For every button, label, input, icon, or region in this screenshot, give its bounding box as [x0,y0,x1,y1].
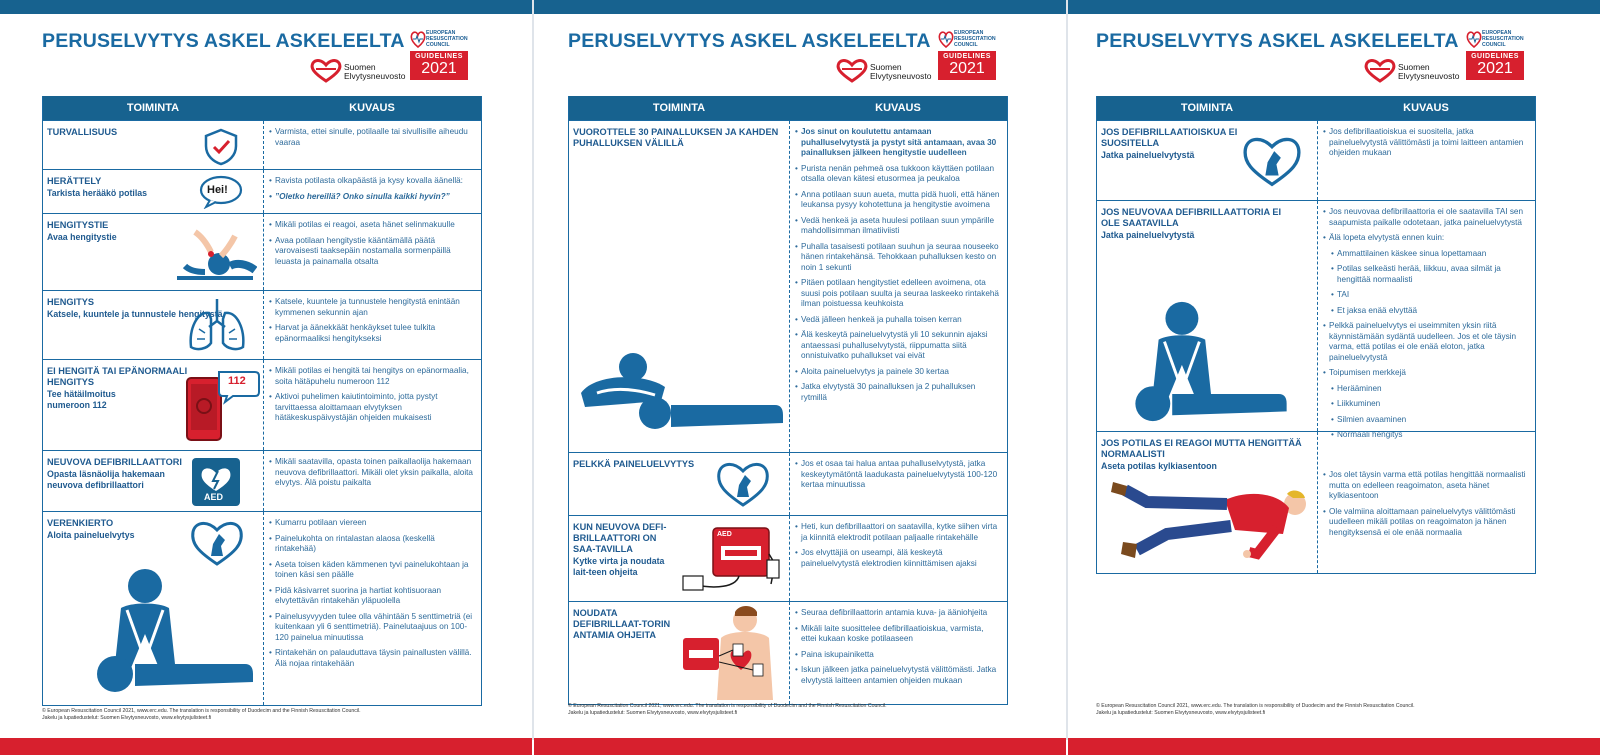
table-row [43,120,481,169]
bullet: • Kumarru potilaan viereen [270,518,475,529]
bullet: • Avaa potilaan hengitystie kääntämällä päätä varovaisesti taaksepäin nostamalla sormenpäillä leuasta ja painamalla otsalta [270,236,475,268]
sub-bullet: • TAI [1332,290,1529,301]
bullet: • Mikäli potilas ei hengitä tai hengitys on epänormaalia, soita hätäpuhelu numeroon 112 [270,366,475,387]
bullet-quote: • ”Oletko hereillä? Onko sinulla kaikki hyvin?” [270,192,475,203]
table-header [1097,96,1535,120]
elvytysneuvosto-text: Elvytysneuvosto [344,71,406,81]
row-subtitle: Jatka paineluelvytystä [1101,230,1195,240]
recovery-position-icon [1107,482,1313,566]
bullet: • Aktivoi puhelimen kaiutintoiminto, jotta pystyt tarvittaessa aloittamaan elvytyksen hätäkeskuspäivystäjän ohjeiden mukaisesti [270,392,475,424]
suomen-text: Suomen [1398,62,1430,72]
row-title: VERENKIERTO [47,518,114,528]
phone-112-icon [183,368,261,444]
shield-check-icon [201,128,241,166]
cpr-compression-icon [95,564,255,696]
bubble-text: Hei! [207,184,228,196]
erc-guidelines-logo [938,29,996,80]
table-row [43,169,481,213]
bubble-112-text: 112 [228,375,246,387]
bullet: • Älä lopeta elvytystä ennen kuin: [1324,233,1529,244]
erc-guidelines-logo [1466,29,1524,80]
steps-table [42,96,482,706]
bullet: • Mikäli potilas ei reagoi, aseta hänet selinmakuulle [270,220,475,231]
bullet: • Jos sinut on koulutettu antamaan puhalluselvytystä ja pystyt sitä antamaan, avaa 30 painalluksen jälkeen hengitystie uudelleen [796,127,1001,159]
bullet: • Jos olet täysin varma että potilas hengittää normaalisti mutta on edelleen reagoimaton, aseta hänet kylkiasentoon [1324,470,1529,502]
bullet: • Jos neuvovaa defibrillaattoria ei ole saatavilla TAI sen saapumista paikalle odotetaan, jatka paineluelvytystä [1324,207,1529,228]
table-row [1097,431,1535,573]
poster-page-2 [534,0,1066,755]
bullet: • Seuraa defibrillaattorin antamia kuva- ja ääniohjeita [796,608,1001,619]
bullet: • Anna potilaan suun aueta, mutta pidä huoli, että hänen leukansa pysyy kohotettuna ja hengitystie avoimena [796,190,1001,211]
rescue-breath-icon [575,351,785,435]
row-subtitle: Avaa hengitystie [47,232,117,242]
erc-heart-icon [410,29,426,49]
bullet: • Jos et osaa tai halua antaa puhalluselvytystä, jatka keskeytymätöntä laadukasta paineluelvytystä 100-120 kertaa minuutissa [796,459,1001,491]
erc-guidelines-logo [410,29,468,80]
header-action: TOIMINTA [126,102,180,114]
table-row [1097,200,1535,439]
page-title: PERUSELVYTYS ASKEL ASKELEELTA [1096,30,1459,52]
row-subtitle: Aloita paineluelvytys [47,530,135,540]
table-row [1097,120,1535,200]
bullet: • Harvat ja äänekkäät henkäykset tulee tulkita epänormaaliksi hengitykseksi [270,323,475,344]
sub-bullet: • Et jaksa enää elvyttää [1332,306,1529,317]
aed-label: AED [717,531,732,538]
row-subtitle: Opasta läsnäolija hakemaan neuvova defibrillaattori [47,469,165,490]
row-title: PELKKÄ PAINELUELVYTYS [573,459,695,469]
bullet: • Pitäen potilaan hengitystiet edelleen avoimena, ota suusi pois potilaan suulta ja seuraa laskeeko rintakehä ilman poistuessa keuhkoista [796,278,1001,310]
suomen-text: Suomen [344,62,376,72]
bullet: • Puhalla tasaisesti potilaan suuhun ja seuraa nouseeko hänen rintakehänsä. Tehokkaan puhalluksen kesto on noin 1 sekunti [796,242,1001,274]
header-action: TOIMINTA [1180,102,1234,114]
bullet: • Purista nenän pehmeä osa tukkoon käyttäen potilaan otsalla olevan kätesi etusormea ja peukaloa [796,164,1001,185]
bottom-bar [1068,738,1600,755]
bullet: • Vedä jälleen henkeä ja puhalla toisen kerran [796,315,1001,326]
heart-logo-icon [836,59,868,83]
row-title: NOUDATA DEFIBRILLAAT-TORIN ANTAMIA OHJEITA [573,608,671,640]
bullet: • Toipumisen merkkejä [1324,368,1529,379]
bullet: • Varmista, ettei sinulle, potilaalle tai sivullisille aiheudu vaaraa [270,127,475,148]
row-title: HENGITYS [47,297,94,307]
steps-table [568,96,1008,705]
bullet: • Paina iskupainiketta [796,650,1001,661]
guidelines-badge: GUIDELINES 2021 [1466,51,1524,80]
suomen-elvytysneuvosto-logo [1364,57,1460,85]
patient-pads-icon [679,604,785,702]
footer-text: © European Resuscitation Council 2021, www.erc.edu. The translation is responsibility of Duodecim and the Finnish Resuscitation Council. Jakelu ja lupatiedustelut: Suomen Elvytysneuvosto, www.elvytysjulisteet.fi [568,703,887,716]
row-title: JOS NEUVOVAA DEFIBRILLAATTORIA EI OLE SAATAVILLA [1101,207,1282,228]
sub-bullet: • Liikkuminen [1332,399,1529,410]
table-row [569,515,1007,601]
bottom-bar [534,738,1066,755]
bullet: • Aseta toisen käden kämmenen tyvi painelukohtaan ja toinen käsi sen päälle [270,560,475,581]
elvytysneuvosto-text: Elvytysneuvosto [870,71,932,81]
bottom-bar [0,738,532,755]
sub-bullet: • Herääminen [1332,384,1529,395]
header-action: TOIMINTA [652,102,706,114]
erc-heart-icon [1466,29,1482,49]
bullet: • Heti, kun defibrillaattori on saatavilla, kytke siihen virta ja kiinnitä elektrodit potilaan paljaalle rintakehälle [796,522,1001,543]
row-title: NEUVOVA DEFIBRILLAATTORI [47,457,182,467]
bullet: • Rintakehän on palauduttava täysin painallusten välillä. Älä nojaa rintakehään [270,648,475,669]
bullet: • Mikäli laite suosittelee defibrillaatioiskua, varmista, ettei kukaan koske potilaaseen [796,624,1001,645]
suomen-elvytysneuvosto-logo [836,57,932,85]
row-title: HENGITYSTIE [47,220,109,230]
header-description: KUVAUS [875,102,921,114]
page-title: PERUSELVYTYS ASKEL ASKELEELTA [568,30,931,52]
poster-page-3 [1068,0,1600,755]
elvytysneuvosto-text: Elvytysneuvosto [1398,71,1460,81]
bullet: • Jos defibrillaatioiskua ei suositella, jatka paineluelvytystä välittömästi ja toimi laitteen antamien ohjeiden mukaan [1324,127,1529,159]
bullet: • Painelusyvyyden tulee olla vähintään 5 senttimetriä (ei kuitenkaan yli 6 senttimetriä). Painelutaajuus on 100-120 painelua minuutissa [270,612,475,644]
table-row [43,359,481,450]
sub-bullet: • Normaali hengitys [1332,430,1529,441]
sub-bullet: • Silmien avaaminen [1332,415,1529,426]
cpr-compression-icon [1123,297,1299,425]
row-title: JOS DEFIBRILLAATIOISKUA EI SUOSITELLA [1101,127,1238,148]
bullet: • Vedä henkeä ja aseta huulesi potilaan suun ympärille mahdollisimman ilmatiiviisti [796,216,1001,237]
bullet: • Mikäli saatavilla, opasta toinen paikallaolija hakemaan neuvova defibrillaattori. Mikäli olet yksin paikalla, aloita elvytys. Älä poistu paikalta [270,457,475,489]
row-subtitle: Tee hätäilmoitus numeroon 112 [47,389,116,410]
heart-logo-icon [310,59,342,83]
bullet: • Pelkkä paineluelvytys ei useimmiten yksin riitä käynnistämään sydäntä uudelleen. Jos et ole täysin varma, että potilas ei ole enää eloton, jatka paineluelvytystä [1324,321,1529,363]
sub-bullet: • Potilas selkeästi herää, liikkuu, avaa silmät ja hengittää normaalisti [1332,264,1529,285]
row-title: EI HENGITÄ TAI EPÄNORMAALI HENGITYS [47,366,188,387]
bullet: • Ole valmiina aloittamaan paineluelvytys välittömästi uudelleen mikäli potilas on reagoimaton ja hänen hengityksensä ei ole enää normaalia [1324,507,1529,539]
footer-text: © European Resuscitation Council 2021, www.erc.edu. The translation is responsibility of Duodecim and the Finnish Resuscitation Council. Jakelu ja lupatiedustelut: Suomen Elvytysneuvosto, www.elvytysjulisteet.fi [42,708,361,721]
row-subtitle: Aseta potilas kylkiasentoon [1101,461,1217,471]
row-title: HERÄTTELY [47,176,102,186]
airway-open-icon [175,222,257,286]
guidelines-badge: GUIDELINES 2021 [410,51,468,80]
aed-label: AED [204,492,224,502]
header-description: KUVAUS [349,102,395,114]
table-row [43,213,481,290]
erc-name: EUROPEAN RESUSCITATION COUNCIL [954,30,996,48]
bullet: • Katsele, kuuntele ja tunnustele hengitystä enintään kymmenen sekunnin ajan [270,297,475,318]
heart-hands-icon [715,457,771,509]
bullet: • Pidä käsivarret suorina ja hartiat kohtisuoraan elvytettävän rintakehän yläpuolella [270,586,475,607]
table-row [569,601,1007,704]
heart-hands-icon [1241,131,1303,189]
row-title: KUN NEUVOVA DEFI-BRILLAATTORI ON SAA-TAVILLA [573,522,667,554]
erc-heart-icon [938,29,954,49]
guidelines-badge: GUIDELINES 2021 [938,51,996,80]
footer-text: © European Resuscitation Council 2021, www.erc.edu. The translation is responsibility of Duodecim and the Finnish Resuscitation Council. Jakelu ja lupatiedustelut: Suomen Elvytysneuvosto, www.elvytysjulisteet.fi [1096,703,1415,716]
steps-table [1096,96,1536,574]
row-title: TURVALLISUUS [47,127,118,137]
poster-page-1 [0,0,532,755]
bullet: • Älä keskeytä paineluelvytystä yli 10 sekunnin ajaksi antaessasi puhalluselvytystä, riippumatta siitä onnistuivatko puhallukset vai eivät [796,330,1001,362]
table-row [43,290,481,359]
bullet: • Ravista potilasta olkapäästä ja kysy kovalla äänellä: [270,176,475,187]
row-title: JOS POTILAS EI REAGOI MUTTA HENGITTÄÄ NORMAALISTI [1101,438,1302,459]
table-row [43,450,481,511]
table-header [569,96,1007,120]
suomen-elvytysneuvosto-logo [310,57,406,85]
suomen-text: Suomen [870,62,902,72]
row-subtitle: Jatka paineluelvytystä [1101,150,1195,160]
sub-bullet: • Ammattilainen käskee sinua lopettamaan [1332,249,1529,260]
top-bar [534,0,1066,14]
table-row [569,120,1007,452]
heart-logo-icon [1364,59,1396,83]
top-bar [0,0,532,14]
erc-name: EUROPEAN RESUSCITATION COUNCIL [426,30,468,48]
bullet: • Aloita paineluelvytys ja painele 30 kertaa [796,367,1001,378]
bullet: • Iskun jälkeen jatka paineluelvytystä välittömästi. Jatka elvytystä laitteen antamien ohjeiden mukaan [796,665,1001,686]
top-bar [1068,0,1600,14]
row-subtitle: Katsele, kuuntele ja tunnustele hengitystä [47,309,223,319]
header-description: KUVAUS [1403,102,1449,114]
table-row [569,452,1007,515]
bullet: • Painelukohta on rintalastan alaosa (keskellä rintakehää) [270,534,475,555]
table-header [43,96,481,120]
row-title: VUOROTTELE 30 PAINALLUKSEN JA KAHDEN PUHALLUKSEN VÄLILLÄ [573,127,779,148]
table-row [43,511,481,705]
row-subtitle: Kytke virta ja noudata lait-teen ohjeita [573,556,665,577]
row-subtitle: Tarkista herääkö potilas [47,188,148,198]
heart-hands-icon [189,516,245,568]
page-title: PERUSELVYTYS ASKEL ASKELEELTA [42,30,405,52]
bullet: • Jos elvyttäjiä on useampi, älä keskeytä paineluelvytystä elektrodien kiinnittämisen ajaksi [796,548,1001,569]
bullet: • Jatka elvytystä 30 painalluksen ja 2 puhalluksen rytmillä [796,382,1001,403]
lungs-icon [185,295,249,355]
erc-name: EUROPEAN RESUSCITATION COUNCIL [1482,30,1524,48]
